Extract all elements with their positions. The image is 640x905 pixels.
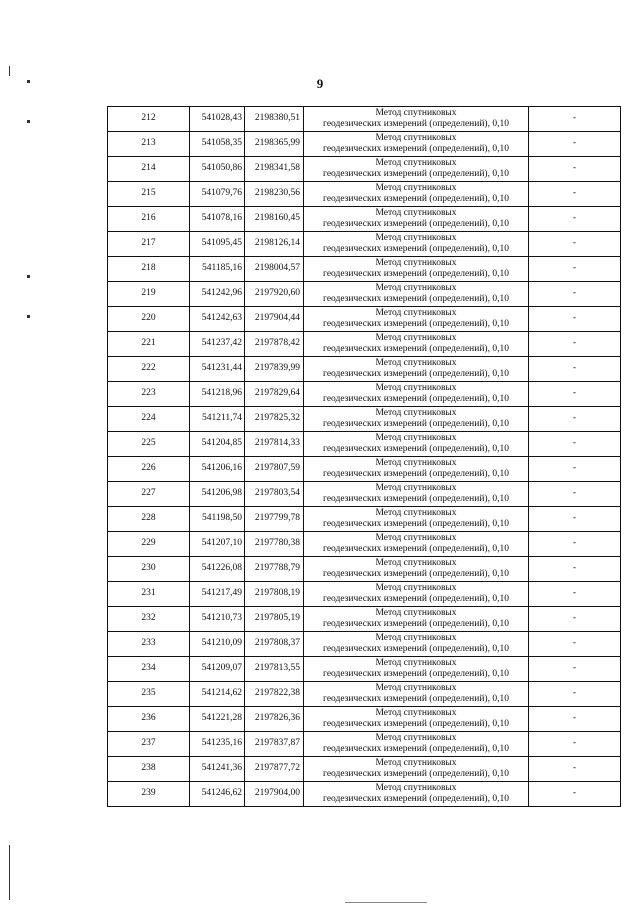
method-line-1: Метод спутниковых <box>375 332 457 343</box>
method-line-2: геодезических измерений (определений), 0,10 <box>323 244 509 254</box>
method-line-2: геодезических измерений (определений), 0,10 <box>323 219 509 229</box>
bottom-rule <box>345 902 427 903</box>
mark-cell: - <box>529 532 621 557</box>
method-line-2: геодезических измерений (определений), 0,10 <box>323 744 509 754</box>
method-cell <box>304 582 529 607</box>
x-coordinate-cell: 541246,62 <box>190 782 245 807</box>
x-coordinate-cell: 541211,74 <box>190 407 245 432</box>
method-line-2: геодезических измерений (определений), 0,10 <box>323 444 509 454</box>
point-number-cell: 216 <box>108 207 190 232</box>
y-coordinate-cell: 2197920,60 <box>245 282 304 307</box>
mark-cell: - <box>529 357 621 382</box>
point-number-cell: 228 <box>108 507 190 532</box>
mark-cell: - <box>529 232 621 257</box>
x-coordinate-cell: 541210,73 <box>190 607 245 632</box>
mark-cell: - <box>529 307 621 332</box>
table-row <box>108 507 621 532</box>
y-coordinate-cell: 2197814,33 <box>245 432 304 457</box>
x-coordinate-cell: 541210,09 <box>190 632 245 657</box>
method-line-2: геодезических измерений (определений), 0,10 <box>323 544 509 554</box>
method-line-1: Метод спутниковых <box>375 432 457 443</box>
y-coordinate-cell: 2197788,79 <box>245 557 304 582</box>
x-coordinate-cell: 541078,16 <box>190 207 245 232</box>
y-coordinate-cell: 2197807,59 <box>245 457 304 482</box>
x-coordinate-cell: 541198,50 <box>190 507 245 532</box>
method-line-2: геодезических измерений (определений), 0,10 <box>323 719 509 729</box>
method-cell <box>304 232 529 257</box>
mark-cell: - <box>529 582 621 607</box>
table-row <box>108 582 621 607</box>
method-line-2: геодезических измерений (определений), 0,10 <box>323 619 509 629</box>
point-number-cell: 227 <box>108 482 190 507</box>
method-line-2: геодезических измерений (определений), 0,10 <box>323 319 509 329</box>
table-row <box>108 607 621 632</box>
x-coordinate-cell: 541226,08 <box>190 557 245 582</box>
point-number-cell: 229 <box>108 532 190 557</box>
method-line-2: геодезических измерений (определений), 0,10 <box>323 769 509 779</box>
method-cell <box>304 432 529 457</box>
x-coordinate-cell: 541242,96 <box>190 282 245 307</box>
page-number: 9 <box>316 76 324 91</box>
method-cell <box>304 282 529 307</box>
method-cell <box>304 732 529 757</box>
mark-cell: - <box>529 507 621 532</box>
method-line-1: Метод спутниковых <box>375 107 457 118</box>
x-coordinate-cell: 541218,96 <box>190 382 245 407</box>
x-coordinate-cell: 541095,45 <box>190 232 245 257</box>
method-cell <box>304 632 529 657</box>
x-coordinate-cell: 541209,07 <box>190 657 245 682</box>
mark-cell: - <box>529 332 621 357</box>
method-cell <box>304 457 529 482</box>
method-line-1: Метод спутниковых <box>375 457 457 468</box>
point-number-cell: 219 <box>108 282 190 307</box>
table-row <box>108 157 621 182</box>
table-row <box>108 282 621 307</box>
table-row <box>108 732 621 757</box>
x-coordinate-cell: 541217,49 <box>190 582 245 607</box>
method-line-1: Метод спутниковых <box>375 632 457 643</box>
method-line-1: Метод спутниковых <box>375 282 457 293</box>
y-coordinate-cell: 2197780,38 <box>245 532 304 557</box>
method-line-1: Метод спутниковых <box>375 207 457 218</box>
mark-cell: - <box>529 207 621 232</box>
x-coordinate-cell: 541221,28 <box>190 707 245 732</box>
mark-cell: - <box>529 132 621 157</box>
table-row <box>108 207 621 232</box>
method-line-2: геодезических измерений (определений), 0,10 <box>323 794 509 804</box>
y-coordinate-cell: 2197829,64 <box>245 382 304 407</box>
point-number-cell: 235 <box>108 682 190 707</box>
method-line-1: Метод спутниковых <box>375 257 457 268</box>
method-cell <box>304 682 529 707</box>
mark-cell: - <box>529 457 621 482</box>
y-coordinate-cell: 2197822,38 <box>245 682 304 707</box>
y-coordinate-cell: 2198160,45 <box>245 207 304 232</box>
point-number-cell: 238 <box>108 757 190 782</box>
table-row <box>108 307 621 332</box>
mark-cell: - <box>529 157 621 182</box>
method-cell <box>304 307 529 332</box>
table-row <box>108 382 621 407</box>
method-line-2: геодезических измерений (определений), 0,10 <box>323 369 509 379</box>
mark-cell: - <box>529 757 621 782</box>
mark-cell: - <box>529 432 621 457</box>
point-number-cell: 231 <box>108 582 190 607</box>
method-cell <box>304 507 529 532</box>
point-number-cell: 220 <box>108 307 190 332</box>
y-coordinate-cell: 2198126,14 <box>245 232 304 257</box>
table-row <box>108 132 621 157</box>
scan-mark <box>27 120 30 123</box>
method-cell <box>304 532 529 557</box>
table-row <box>108 707 621 732</box>
point-number-cell: 217 <box>108 232 190 257</box>
point-number-cell: 223 <box>108 382 190 407</box>
method-cell <box>304 332 529 357</box>
y-coordinate-cell: 2197839,99 <box>245 357 304 382</box>
x-coordinate-cell: 541050,86 <box>190 157 245 182</box>
mark-cell: - <box>529 657 621 682</box>
point-number-cell: 236 <box>108 707 190 732</box>
point-number-cell: 232 <box>108 607 190 632</box>
method-cell <box>304 357 529 382</box>
y-coordinate-cell: 2198380,51 <box>245 107 304 132</box>
method-line-1: Метод спутниковых <box>375 732 457 743</box>
method-line-2: геодезических измерений (определений), 0,10 <box>323 519 509 529</box>
method-line-1: Метод спутниковых <box>375 507 457 518</box>
point-number-cell: 226 <box>108 457 190 482</box>
point-number-cell: 222 <box>108 357 190 382</box>
table-row <box>108 357 621 382</box>
y-coordinate-cell: 2198341,58 <box>245 157 304 182</box>
point-number-cell: 233 <box>108 632 190 657</box>
x-coordinate-cell: 541204,85 <box>190 432 245 457</box>
point-number-cell: 212 <box>108 107 190 132</box>
method-cell <box>304 782 529 807</box>
method-cell <box>304 557 529 582</box>
table-row <box>108 782 621 807</box>
y-coordinate-cell: 2197825,32 <box>245 407 304 432</box>
method-line-2: геодезических измерений (определений), 0,10 <box>323 144 509 154</box>
method-line-1: Метод спутниковых <box>375 607 457 618</box>
method-line-2: геодезических измерений (определений), 0,10 <box>323 694 509 704</box>
method-line-1: Метод спутниковых <box>375 357 457 368</box>
y-coordinate-cell: 2197878,42 <box>245 332 304 357</box>
y-coordinate-cell: 2198365,99 <box>245 132 304 157</box>
mark-cell: - <box>529 282 621 307</box>
point-number-cell: 218 <box>108 257 190 282</box>
mark-cell: - <box>529 607 621 632</box>
x-coordinate-cell: 541207,10 <box>190 532 245 557</box>
x-coordinate-cell: 541058,35 <box>190 132 245 157</box>
table-row <box>108 107 621 132</box>
table-row <box>108 257 621 282</box>
coordinates-table <box>107 106 621 807</box>
y-coordinate-cell: 2197808,19 <box>245 582 304 607</box>
method-line-2: геодезических измерений (определений), 0,10 <box>323 394 509 404</box>
method-line-2: геодезических измерений (определений), 0,10 <box>323 194 509 204</box>
method-cell <box>304 407 529 432</box>
method-line-2: геодезических измерений (определений), 0,10 <box>323 269 509 279</box>
scan-mark <box>27 275 30 278</box>
method-line-1: Метод спутниковых <box>375 382 457 393</box>
point-number-cell: 225 <box>108 432 190 457</box>
table-row <box>108 532 621 557</box>
y-coordinate-cell: 2197813,55 <box>245 657 304 682</box>
x-coordinate-cell: 541241,36 <box>190 757 245 782</box>
mark-cell: - <box>529 682 621 707</box>
mark-cell: - <box>529 732 621 757</box>
table-row <box>108 432 621 457</box>
x-coordinate-cell: 541214,62 <box>190 682 245 707</box>
method-line-2: геодезических измерений (определений), 0,10 <box>323 169 509 179</box>
method-line-1: Метод спутниковых <box>375 582 457 593</box>
table-row <box>108 657 621 682</box>
scan-mark <box>9 66 10 76</box>
table-row <box>108 182 621 207</box>
point-number-cell: 234 <box>108 657 190 682</box>
x-coordinate-cell: 541235,16 <box>190 732 245 757</box>
method-line-1: Метод спутниковых <box>375 482 457 493</box>
method-line-1: Метод спутниковых <box>375 757 457 768</box>
coordinates-table-body <box>108 107 621 807</box>
method-line-2: геодезических измерений (определений), 0,10 <box>323 469 509 479</box>
table-row <box>108 632 621 657</box>
table-row <box>108 482 621 507</box>
method-line-1: Метод спутниковых <box>375 182 457 193</box>
x-coordinate-cell: 541079,76 <box>190 182 245 207</box>
scan-mark <box>9 845 10 900</box>
y-coordinate-cell: 2198004,57 <box>245 257 304 282</box>
y-coordinate-cell: 2197805,19 <box>245 607 304 632</box>
method-line-2: геодезических измерений (определений), 0,10 <box>323 594 509 604</box>
method-line-1: Метод спутниковых <box>375 782 457 793</box>
method-line-1: Метод спутниковых <box>375 707 457 718</box>
mark-cell: - <box>529 107 621 132</box>
method-cell <box>304 657 529 682</box>
method-line-1: Метод спутниковых <box>375 657 457 668</box>
x-coordinate-cell: 541237,42 <box>190 332 245 357</box>
y-coordinate-cell: 2197826,36 <box>245 707 304 732</box>
method-line-1: Метод спутниковых <box>375 157 457 168</box>
method-cell <box>304 157 529 182</box>
mark-cell: - <box>529 707 621 732</box>
method-line-2: геодезических измерений (определений), 0,10 <box>323 344 509 354</box>
y-coordinate-cell: 2197837,87 <box>245 732 304 757</box>
mark-cell: - <box>529 482 621 507</box>
mark-cell: - <box>529 382 621 407</box>
table-row <box>108 332 621 357</box>
point-number-cell: 230 <box>108 557 190 582</box>
method-line-1: Метод спутниковых <box>375 232 457 243</box>
table-row <box>108 757 621 782</box>
method-line-1: Метод спутниковых <box>375 532 457 543</box>
table-row <box>108 232 621 257</box>
point-number-cell: 237 <box>108 732 190 757</box>
method-cell <box>304 607 529 632</box>
point-number-cell: 239 <box>108 782 190 807</box>
y-coordinate-cell: 2197808,37 <box>245 632 304 657</box>
mark-cell: - <box>529 257 621 282</box>
table-row <box>108 407 621 432</box>
method-cell <box>304 482 529 507</box>
x-coordinate-cell: 541206,16 <box>190 457 245 482</box>
mark-cell: - <box>529 557 621 582</box>
method-cell <box>304 182 529 207</box>
x-coordinate-cell: 541028,43 <box>190 107 245 132</box>
mark-cell: - <box>529 182 621 207</box>
method-line-2: геодезических измерений (определений), 0,10 <box>323 419 509 429</box>
method-line-1: Метод спутниковых <box>375 682 457 693</box>
point-number-cell: 215 <box>108 182 190 207</box>
method-cell <box>304 132 529 157</box>
x-coordinate-cell: 541206,98 <box>190 482 245 507</box>
y-coordinate-cell: 2198230,56 <box>245 182 304 207</box>
table-row <box>108 557 621 582</box>
scan-mark <box>27 315 30 318</box>
method-cell <box>304 107 529 132</box>
method-line-2: геодезических измерений (определений), 0,10 <box>323 644 509 654</box>
method-line-1: Метод спутниковых <box>375 307 457 318</box>
x-coordinate-cell: 541231,44 <box>190 357 245 382</box>
method-line-1: Метод спутниковых <box>375 407 457 418</box>
method-cell <box>304 257 529 282</box>
mark-cell: - <box>529 782 621 807</box>
method-line-1: Метод спутниковых <box>375 557 457 568</box>
method-line-2: геодезических измерений (определений), 0,10 <box>323 494 509 504</box>
x-coordinate-cell: 541185,16 <box>190 257 245 282</box>
y-coordinate-cell: 2197799,78 <box>245 507 304 532</box>
point-number-cell: 214 <box>108 157 190 182</box>
y-coordinate-cell: 2197904,00 <box>245 782 304 807</box>
method-line-1: Метод спутниковых <box>375 132 457 143</box>
mark-cell: - <box>529 407 621 432</box>
point-number-cell: 221 <box>108 332 190 357</box>
y-coordinate-cell: 2197877,72 <box>245 757 304 782</box>
method-cell <box>304 707 529 732</box>
method-line-2: геодезических измерений (определений), 0,10 <box>323 569 509 579</box>
scan-mark <box>27 80 30 83</box>
mark-cell: - <box>529 632 621 657</box>
method-cell <box>304 207 529 232</box>
y-coordinate-cell: 2197904,44 <box>245 307 304 332</box>
table-row <box>108 457 621 482</box>
x-coordinate-cell: 541242,63 <box>190 307 245 332</box>
point-number-cell: 224 <box>108 407 190 432</box>
method-line-2: геодезических измерений (определений), 0,10 <box>323 669 509 679</box>
method-cell <box>304 382 529 407</box>
method-line-2: геодезических измерений (определений), 0,10 <box>323 119 509 129</box>
method-line-2: геодезических измерений (определений), 0,10 <box>323 294 509 304</box>
table-row <box>108 682 621 707</box>
method-cell <box>304 757 529 782</box>
y-coordinate-cell: 2197803,54 <box>245 482 304 507</box>
point-number-cell: 213 <box>108 132 190 157</box>
